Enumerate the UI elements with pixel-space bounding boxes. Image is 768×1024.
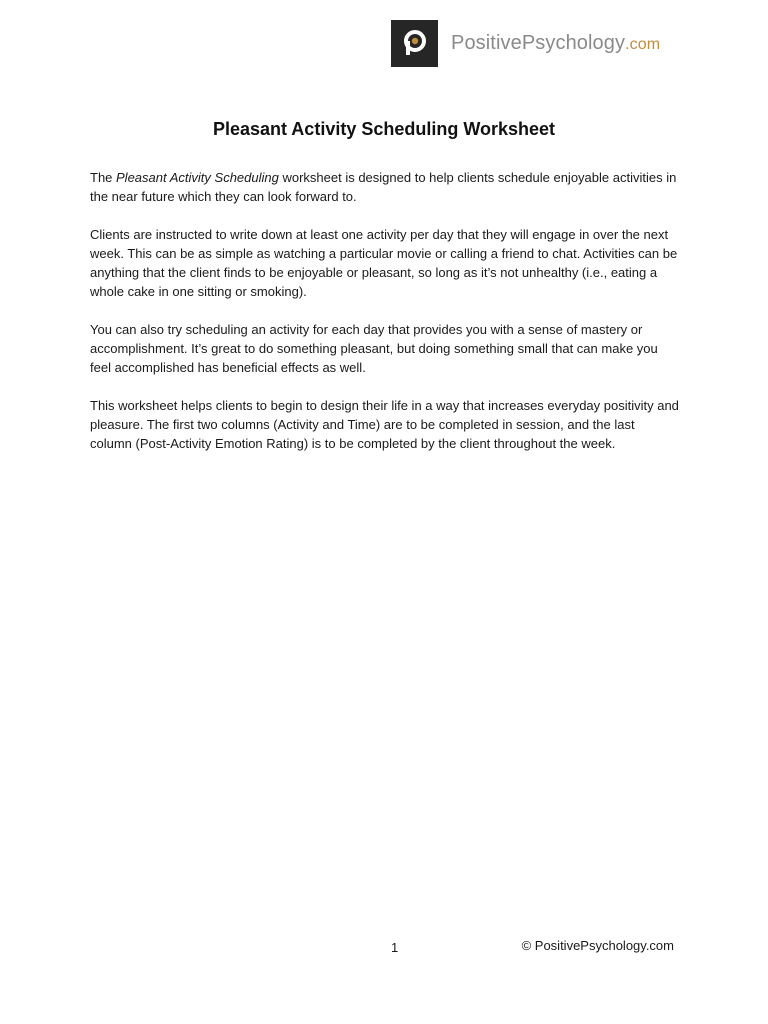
paragraph-instructions: Clients are instructed to write down at least one activity per day that they will engage in over the next week. This can be as simple as watching a particular movie or calling a friend to chat. Activities can be anything that the client finds to be enjoyable or pleasant, so long as it’s not unhealthy (i.e., eating a whole cake in one sitting or smoking). — [90, 227, 678, 299]
footer-copyright: © PositivePsychology.com — [521, 938, 674, 953]
logo-wordmark — [451, 32, 660, 55]
logo-p-glyph-icon — [400, 29, 430, 59]
header-logo — [391, 20, 660, 67]
logo-name: PositivePsychology — [451, 32, 626, 54]
paragraph-intro — [90, 168, 680, 206]
paragraph-design: This worksheet helps clients to begin to design their life in a way that increases everyday positivity and pleasure. The first two columns (Activity and Time) are to be completed in session, and the last column (Post-Activity Emotion Rating) is to be completed by the client throughout the week. — [90, 398, 679, 451]
worksheet-description — [90, 168, 680, 472]
page-number: 1 — [391, 940, 399, 955]
page-title: Pleasant Activity Scheduling Worksheet — [212, 119, 556, 139]
positive-psychology-p-logo-icon — [391, 20, 438, 67]
paragraph-intro-lead: The — [90, 170, 117, 185]
logo-suffix: .com — [625, 36, 661, 53]
worksheet-name-emphasis: Pleasant Activity Scheduling — [116, 170, 279, 185]
paragraph-mastery: You can also try scheduling an activity for each day that provides you with a sense of mastery or accomplishment. It’s great to do something pleasant, but doing something small that can make you feel accomplished has beneficial effects as well. — [90, 322, 658, 375]
paragraph-intro-rest: worksheet is designed to help clients schedule enjoyable activities in the near future which they can look forward to. — [90, 170, 677, 204]
